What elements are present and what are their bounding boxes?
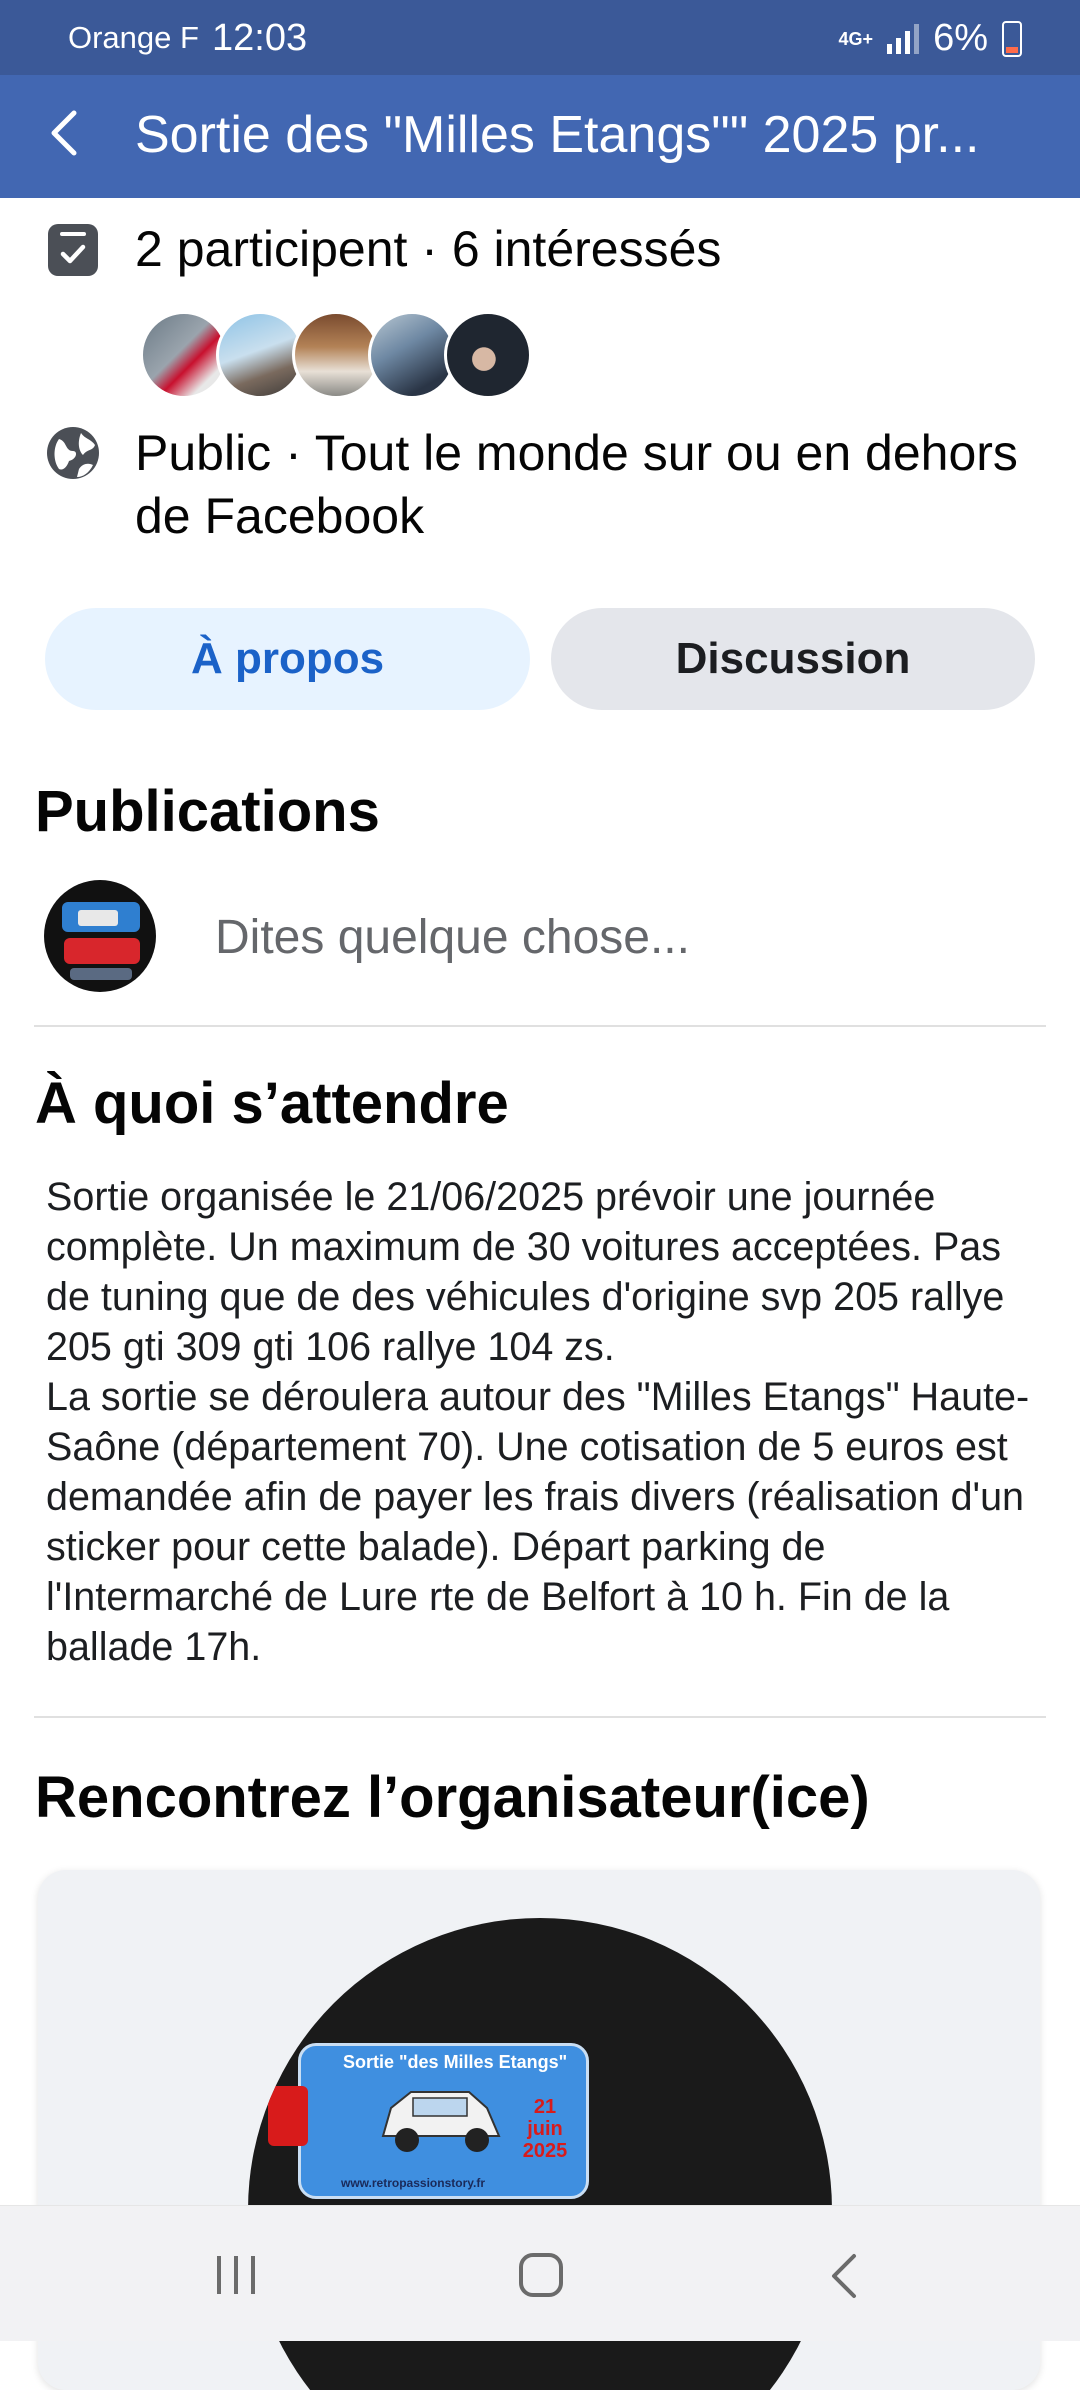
- event-description: Sortie organisée le 21/06/2025 prévoir une journée complète. Un maximum de 30 voitures acceptées. Pas de tuning que de des véhicules d'origine svp 205 rallye 205 gti 309 gti 106 rallye 104 zs. La sortie se déroulera autour des "Milles Etangs" Haute-Saône (département 70). Une cotisation de 5 euros est demandée afin de payer les frais divers (réalisation d'un sticker pour cette balade). Départ parking de l'Intermarché de Lure rte de Belfort à 10 h. Fin de la ballade 17h.: [46, 1175, 1030, 1669]
- system-back-icon[interactable]: [826, 2252, 860, 2300]
- sticker-title: Sortie "des Milles Etangs": [343, 2052, 568, 2072]
- status-bar: [0, 0, 1080, 75]
- avatar[interactable]: [368, 311, 456, 399]
- clock: 12:03: [212, 17, 308, 59]
- user-avatar[interactable]: [44, 880, 156, 992]
- avatar[interactable]: [444, 311, 532, 399]
- sticker-url: www.retropassionstory.fr: [341, 2176, 486, 2190]
- avatar[interactable]: [292, 311, 380, 399]
- avatar[interactable]: [216, 311, 304, 399]
- back-arrow-icon[interactable]: [38, 103, 98, 163]
- publications-heading: Publications: [35, 779, 380, 844]
- sticker: [298, 2043, 589, 2199]
- participants-count[interactable]: 2 participent · 6 intéressés: [135, 221, 722, 277]
- carrier-name: Orange F: [68, 20, 199, 55]
- battery-level: 6%: [933, 17, 988, 59]
- calendar-check-icon: [46, 222, 100, 278]
- recent-apps-icon[interactable]: [213, 2254, 259, 2296]
- divider: [34, 1025, 1046, 1027]
- divider: [34, 1716, 1046, 1718]
- network-type: 4G+: [838, 28, 874, 49]
- car-drawing: [373, 2074, 509, 2166]
- system-navigation-bar: [0, 2205, 1080, 2341]
- event-privacy: Public · Tout le monde sur ou en dehors de Facebook: [135, 425, 1018, 544]
- app-bar: [0, 75, 1080, 198]
- globe-icon: [45, 425, 101, 481]
- what-to-expect-heading: À quoi s’attendre: [35, 1071, 509, 1136]
- avatar[interactable]: [140, 311, 228, 399]
- sticker-date: 21 juin 2025: [522, 2096, 568, 2162]
- signal-icon: [887, 24, 919, 54]
- tab-discussion[interactable]: Discussion: [551, 608, 1035, 710]
- tab-about[interactable]: À propos: [45, 608, 530, 710]
- organizer-heading: Rencontrez l’organisateur(ice): [35, 1765, 870, 1830]
- battery-icon: [1002, 21, 1022, 57]
- home-icon[interactable]: [518, 2252, 564, 2298]
- event-title: Sortie des "Milles Etangs"" 2025 pr...: [135, 106, 980, 164]
- sticker-number-badge: [268, 2086, 308, 2146]
- status-icons: [839, 17, 1022, 60]
- post-composer-input[interactable]: Dites quelque chose...: [215, 911, 690, 964]
